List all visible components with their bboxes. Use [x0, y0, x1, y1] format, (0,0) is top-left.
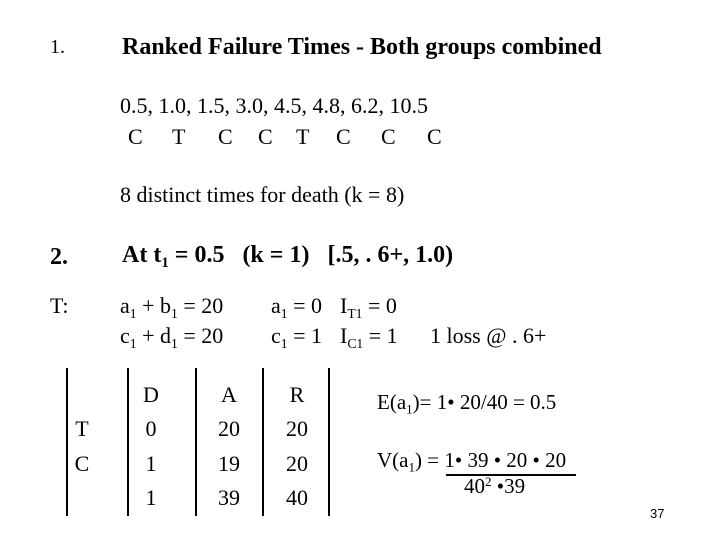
- group-letter: C: [336, 124, 351, 149]
- group-letter: C: [218, 124, 233, 149]
- group-letter: C: [427, 124, 442, 149]
- table-cell: 40: [286, 485, 308, 510]
- failure-times-list: 0.5, 1.0, 1.5, 3.0, 4.5, 4.8, 6.2, 10.5: [120, 93, 428, 118]
- group-T-label: T:: [50, 293, 69, 318]
- equation-c1-value: $c_1 = 1$: [271, 323, 322, 351]
- table-divider: [127, 368, 129, 516]
- distinct-times-note: 8 distinct times for death (k = 8): [120, 182, 405, 207]
- table-cell: R: [289, 382, 305, 407]
- variance-denominator: $40^2$ •39: [464, 474, 526, 499]
- indicator-T1: $I_{T1} = 0$: [340, 293, 397, 321]
- table-cell: 0: [145, 416, 157, 441]
- section-2-heading: At $t_1 = 0.5$ (k = 1) [.5, . 6+, 1.0): [122, 242, 454, 272]
- table-divider: [195, 368, 197, 516]
- indicator-C1: $I_{C1} = 1$: [340, 323, 398, 351]
- group-letter: T: [172, 124, 186, 149]
- variance-numerator: $V(a_1)$ = 1• 39 • 20 • 20: [377, 448, 567, 475]
- section-2-number: 2.: [50, 244, 68, 270]
- expectation-formula: $E(a_1)=$ 1• 20/40 = 0.5: [377, 390, 557, 417]
- equation-c1-d1: $c_1 + d_1 = 20$: [120, 323, 224, 351]
- group-letter: C: [258, 124, 273, 149]
- row-label-T: T: [75, 416, 89, 441]
- table-cell: 1: [145, 485, 157, 510]
- section-1-title: Ranked Failure Times - Both groups combined: [122, 34, 602, 60]
- group-letter: C: [381, 124, 396, 149]
- table-cell: A: [221, 382, 237, 407]
- loss-note: 1 loss @ . 6+: [430, 323, 547, 348]
- equation-a1-value: $a_1 = 0$: [271, 293, 322, 321]
- table-cell: 39: [218, 485, 240, 510]
- table-cell: 19: [218, 451, 240, 476]
- table-cell: 1: [145, 451, 157, 476]
- table-cell: 20: [286, 416, 308, 441]
- group-letter: T: [296, 124, 310, 149]
- page-number: 37: [650, 506, 665, 521]
- section-1-number: 1.: [50, 36, 65, 58]
- row-label-C: C: [74, 451, 90, 476]
- table-cell: 20: [218, 416, 240, 441]
- equation-a1-b1: $a_1 + b_1 = 20$: [120, 293, 224, 321]
- table-cell: 20: [286, 451, 308, 476]
- table-cell: D: [143, 382, 159, 407]
- group-letter: C: [128, 124, 143, 149]
- table-divider: [262, 368, 264, 516]
- table-divider: [328, 368, 330, 516]
- table-divider: [66, 368, 68, 516]
